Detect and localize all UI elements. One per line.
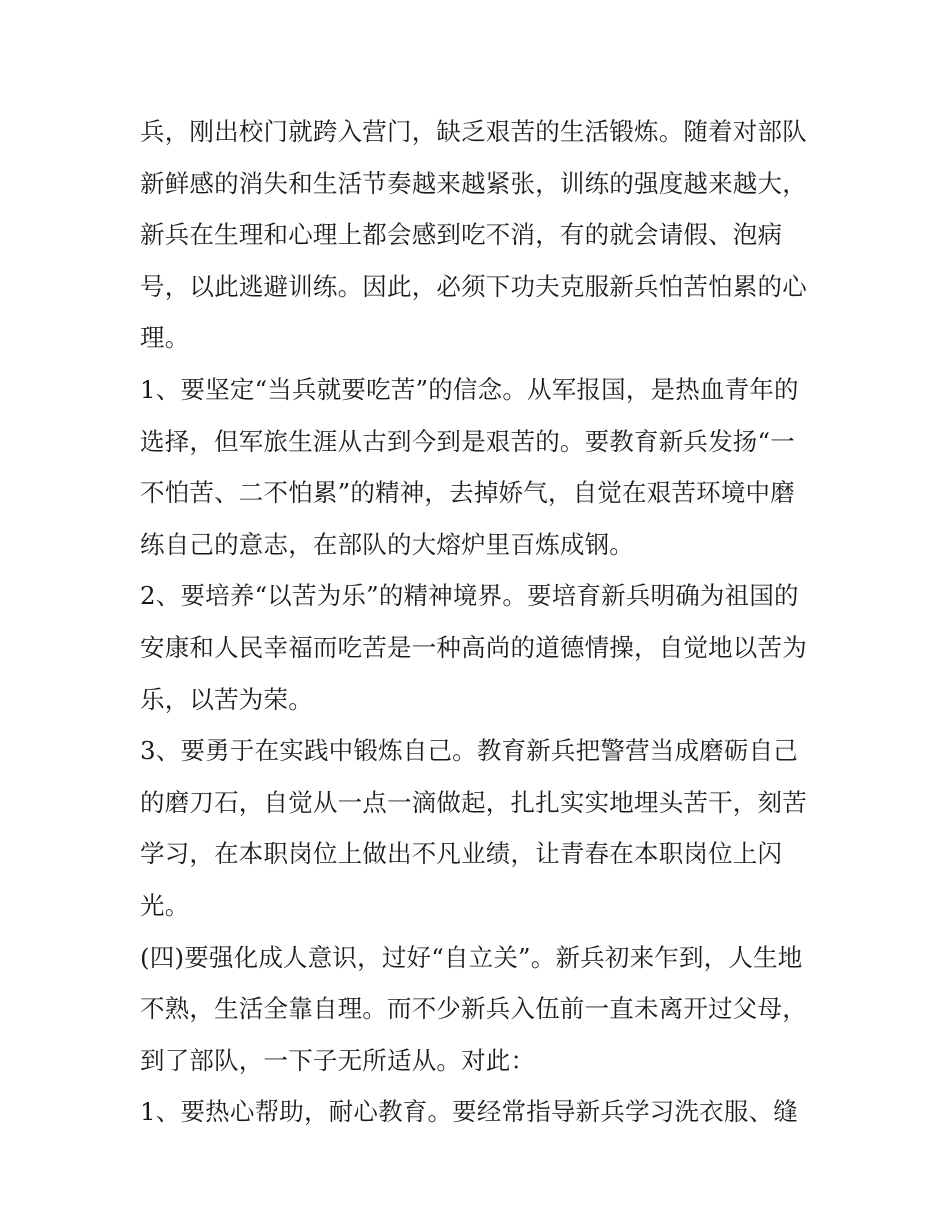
text-line: 选择，但军旅生涯从古到今到是艰苦的。要教育新兵发扬“一 <box>140 426 795 456</box>
text-line: 号，以此逃避训练。因此，必须下功夫克服新兵怕苦怕累的心 <box>140 271 807 301</box>
text-line: 安康和人民幸福而吃苦是一种高尚的道德情操，自觉地以苦为 <box>140 632 807 662</box>
text-line: (四)要强化成人意识，过好“自立关”。新兵初来乍到，人生地 <box>140 942 803 972</box>
text-line: 的磨刀石，自觉从一点一滴做起，扎扎实实地埋头苦干，刻苦 <box>140 787 807 817</box>
text-line: 3、要勇于在实践中锻炼自己。教育新兵把警营当成磨砺自己 <box>140 736 798 766</box>
text-line: 1、要坚定“当兵就要吃苦”的信念。从军报国，是热血青年的 <box>140 374 799 404</box>
text-line: 新鲜感的消失和生活节奏越来越紧张，训练的强度越来越大， <box>140 168 807 198</box>
text-line: 练自己的意志，在部队的大熔炉里百炼成钢。 <box>140 529 634 559</box>
text-line: 理。 <box>140 323 190 353</box>
text-line: 乐，以苦为荣。 <box>140 684 313 714</box>
text-line: 新兵在生理和心理上都会感到吃不消，有的就会请假、泡病 <box>140 220 783 250</box>
body-text <box>140 106 820 1138</box>
text-line: 不怕苦、二不怕累”的精神，去掉娇气，自觉在艰苦环境中磨 <box>140 478 795 508</box>
text-line: 2、要培养“以苦为乐”的精神境界。要培育新兵明确为祖国的 <box>140 581 799 611</box>
text-line: 学习，在本职岗位上做出不凡业绩，让青春在本职岗位上闪 <box>140 839 783 869</box>
text-line: 光。 <box>140 890 190 920</box>
text-line: 不熟，生活全靠自理。而不少新兵入伍前一直未离开过父母， <box>140 994 807 1024</box>
text-line: 到了部队，一下子无所适从。对此： <box>140 1045 536 1075</box>
text-line: 1、要热心帮助，耐心教育。要经常指导新兵学习洗衣服、缝 <box>140 1097 798 1127</box>
text-line: 兵，刚出校门就跨入营门，缺乏艰苦的生活锻炼。随着对部队 <box>140 117 807 146</box>
